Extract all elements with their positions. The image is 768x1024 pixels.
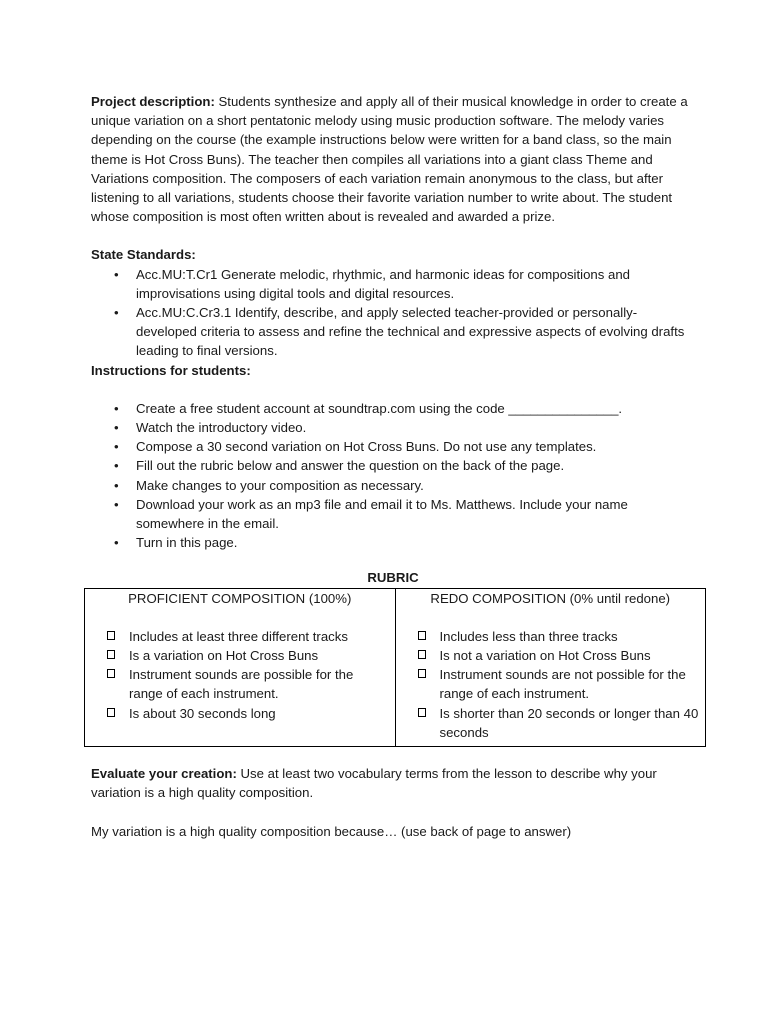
bullet-icon: •	[114, 305, 119, 321]
redo-list	[402, 627, 700, 742]
list-item	[91, 303, 691, 361]
redo-heading: REDO COMPOSITION (0% until redone)	[430, 590, 671, 606]
checkbox-icon	[418, 650, 426, 659]
bullet-icon: •	[114, 477, 119, 493]
list-item	[91, 456, 691, 475]
list-item	[402, 665, 700, 703]
standard-text: Acc.MU:T.Cr1 Generate melodic, rhythmic, and harmonic ideas for compositions and improvisations using digital tools and digital resources.	[136, 266, 631, 301]
criterion-text: Instrument sounds are not possible for the range of each instrument.	[439, 667, 686, 702]
list-item	[91, 265, 691, 303]
proficient-heading: PROFICIENT COMPOSITION (100%)	[128, 590, 352, 606]
checkbox-icon	[107, 708, 115, 717]
bullet-icon: •	[114, 496, 119, 512]
list-item	[91, 495, 691, 533]
checkbox-icon	[107, 650, 115, 659]
instructions-list	[91, 399, 691, 553]
criterion-text: Is a variation on Hot Cross Buns	[129, 648, 319, 664]
project-description	[91, 92, 691, 226]
list-item	[91, 665, 389, 703]
evaluate-paragraph	[91, 764, 691, 802]
list-item	[91, 646, 389, 665]
list-item	[402, 704, 700, 742]
redo-column	[395, 588, 706, 746]
criterion-text: Is shorter than 20 seconds or longer than 40 seconds	[439, 705, 699, 740]
instruction-text: Create a free student account at soundtrap.com using the code _______________.	[136, 400, 623, 416]
bullet-icon: •	[114, 535, 119, 551]
instruction-text: Fill out the rubric below and answer the question on the back of the page.	[136, 458, 565, 474]
proficient-column	[85, 588, 396, 746]
evaluate-text: Use at least two vocabulary terms from the lesson to describe why your variation is a high quality composition.	[91, 766, 657, 801]
criterion-text: Includes at least three different tracks	[129, 628, 348, 644]
standard-text: Acc.MU:C.Cr3.1 Identify, describe, and apply selected teacher-provided or personally-developed criteria to assess and refine the technical and expressive aspects of evolving drafts leading to final versions.	[136, 305, 685, 359]
project-description-label: Project description:	[91, 94, 215, 109]
standards-heading: State Standards:	[91, 247, 196, 263]
instructions-heading: Instructions for students:	[91, 362, 251, 378]
bullet-icon: •	[114, 266, 119, 282]
criterion-text: Is about 30 seconds long	[129, 705, 276, 721]
list-item	[91, 437, 691, 456]
list-item	[91, 418, 691, 437]
list-item	[91, 533, 691, 552]
instruction-text: Make changes to your composition as necessary.	[136, 477, 424, 493]
table-row	[85, 588, 706, 746]
proficient-list	[91, 627, 389, 723]
project-description-text: Students synthesize and apply all of their musical knowledge in order to create a unique variation on a short pentatonic melody using music production software. The melody varies depending on the course (the example instructions below were written for a band class, so the main theme is Hot Cross Buns). The teacher then compiles all variations into a giant class Theme and Variations composition. The composers of each variation remain anonymous to the class, but after listening to all variations, students choose their favorite variation number to write about. The student whose composition is most often written about is revealed and awarded a prize.	[91, 94, 688, 225]
bullet-icon: •	[114, 420, 119, 436]
bullet-icon: •	[114, 400, 119, 416]
list-item	[402, 646, 700, 665]
checkbox-icon	[107, 631, 115, 640]
checkbox-icon	[418, 631, 426, 640]
list-item	[91, 399, 691, 418]
rubric-table	[84, 588, 706, 747]
instruction-text: Watch the introductory video.	[136, 420, 307, 436]
closing-prompt: My variation is a high quality composition because… (use back of page to answer)	[91, 823, 572, 839]
checkbox-icon	[418, 708, 426, 717]
criterion-text: Instrument sounds are possible for the range of each instrument.	[129, 667, 354, 702]
bullet-icon: •	[114, 439, 119, 455]
instruction-text: Turn in this page.	[136, 535, 238, 551]
document-page	[91, 92, 699, 841]
rubric-title: RUBRIC	[367, 570, 419, 586]
evaluate-label: Evaluate your creation:	[91, 766, 237, 782]
bullet-icon: •	[114, 458, 119, 474]
list-item	[91, 627, 389, 646]
list-item	[402, 627, 700, 646]
instruction-text: Compose a 30 second variation on Hot Cross Buns. Do not use any templates.	[136, 439, 597, 455]
checkbox-icon	[418, 669, 426, 678]
standards-list	[91, 265, 691, 361]
checkbox-icon	[107, 669, 115, 678]
list-item	[91, 704, 389, 723]
list-item	[91, 476, 691, 495]
criterion-text: Is not a variation on Hot Cross Buns	[439, 648, 651, 664]
instruction-text: Download your work as an mp3 file and email it to Ms. Matthews. Include your name somewhere in the email.	[136, 496, 628, 532]
criterion-text: Includes less than three tracks	[439, 628, 618, 644]
